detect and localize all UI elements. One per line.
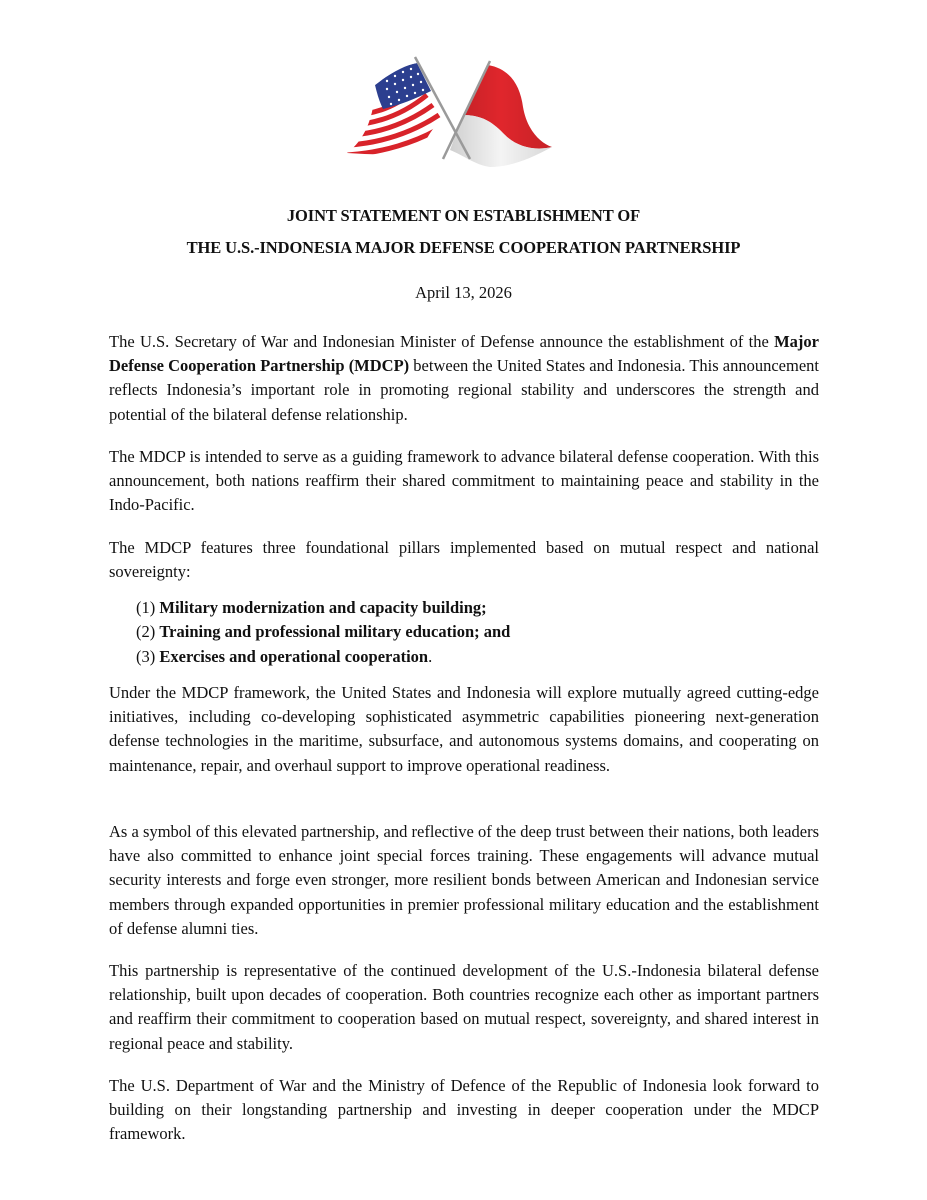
pillar-number: (2) bbox=[136, 622, 156, 642]
pillar-number: (3) bbox=[136, 646, 156, 666]
paragraph-announcement bbox=[109, 330, 819, 427]
pillar-item bbox=[136, 596, 510, 620]
paragraph-initiatives: Under the MDCP framework, the United States and Indonesia will explore mutually agreed cutting-edge initiatives, including co-developing sophisticated asymmetric capabilities pioneering next-generation defense technologies in the maritime, subsurface, and autonomous systems domains, and cooperating on maintenance, repair, and overhaul support to improve operational readiness. bbox=[109, 683, 819, 775]
statement-title-line2: THE U.S.-INDONESIA MAJOR DEFENSE COOPERATION PARTNERSHIP bbox=[186, 238, 741, 257]
pillar-suffix: . bbox=[428, 646, 433, 666]
paragraph-special-forces: As a symbol of this elevated partnership, and reflective of the deep trust between their nations, both leaders have also committed to enhance joint special forces training. These engagements will advance mutual security interests and forge even stronger, more resilient bonds between American and Indonesian service members through expanded opportunities in premier professional military education and the establishment of defense alumni ties. bbox=[109, 822, 819, 938]
us-flag bbox=[345, 55, 455, 165]
paragraph-partnership: This partnership is representative of the continued development of the U.S.-Indonesia bilateral defense relationship, built upon decades of cooperation. Both countries recognize each other as important partners and reaffirm their commitment to cooperation based on mutual respect, sovereignty, and shared interest in regional peace and stability. bbox=[109, 961, 819, 1053]
pillar-text: Military modernization and capacity building; bbox=[159, 598, 487, 617]
paragraph-closing: The U.S. Department of War and the Ministry of Defence of the Republic of Indonesia look forward to building on their longstanding partnership and investing in deeper cooperation under the MDCP framework. bbox=[109, 1076, 819, 1144]
pillar-number: (1) bbox=[136, 598, 156, 617]
paragraph-text: The U.S. Secretary of War and Indonesian Minister of Defense announce the establishment of the bbox=[109, 332, 775, 351]
paragraph-framework: The MDCP is intended to serve as a guiding framework to advance bilateral defense cooperation. With this announcement, both nations reaffirm their shared commitment to maintaining peace and stability in the Indo-Pacific. bbox=[109, 447, 819, 515]
pillar-text: Training and professional military education; and bbox=[159, 622, 511, 642]
paragraph-pillars-intro: The MDCP features three foundational pillars implemented based on mutual respect and national sovereignty: bbox=[109, 538, 819, 582]
pillar-item bbox=[136, 620, 510, 644]
mdcp-bold-term: Major Defense Cooperation Partnership (MDCP) bbox=[109, 332, 819, 376]
pillar-text: Exercises and operational cooperation bbox=[159, 646, 429, 666]
pillars-list bbox=[136, 596, 510, 669]
statement-date: April 13, 2026 bbox=[415, 283, 512, 302]
us-indonesia-crossed-flags-icon bbox=[345, 55, 560, 175]
pillar-item bbox=[136, 645, 510, 669]
paragraph-text: between the United States and Indonesia. This announcement reflects Indonesia’s important role in promoting regional stability and underscores the strength and potential of the bilateral defense relationship. bbox=[109, 356, 819, 424]
statement-title-line1: JOINT STATEMENT ON ESTABLISHMENT OF bbox=[286, 206, 641, 225]
